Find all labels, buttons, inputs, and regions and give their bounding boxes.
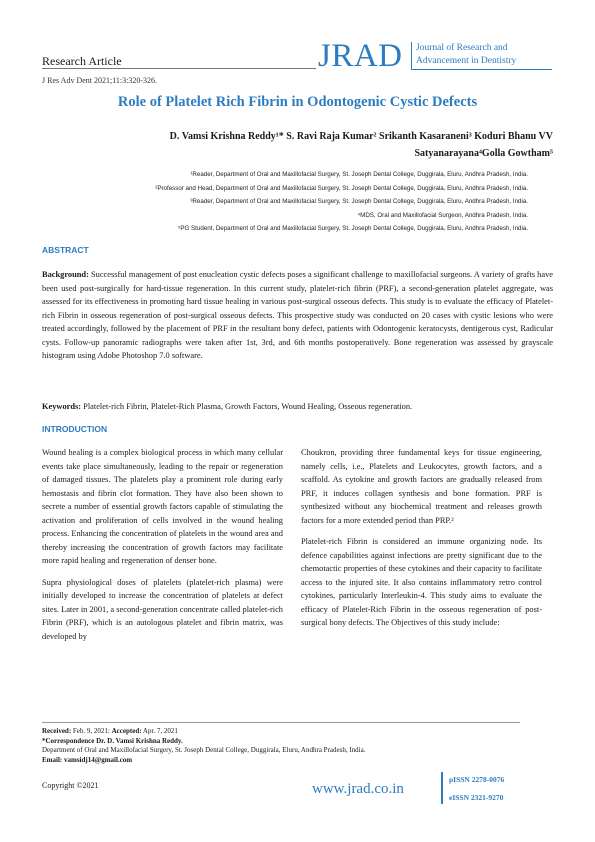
affiliation-item: ⁴MDS, Oral and Maxillofacial Surgeon, Andhra Pradesh, India. xyxy=(357,211,528,219)
introduction-right-column xyxy=(301,446,542,638)
paragraph: Choukron, providing three fundamental keys for tissue engineering, namely cells, i.e., Platelets and Leukocytes, growth factors, and a scaffold. As cytokine and growth factors are gradually released from PRF, it induces collagen synthesis and bone formation. PRF is synthesized without any biochemical treatment and releases growth factors for a more extended period than PRP.² xyxy=(301,448,542,525)
accepted-date: Apr. 7, 2021 xyxy=(142,727,178,735)
journal-name-line-1: Journal of Research and xyxy=(416,43,508,53)
keywords-text: Platelet-rich Fibrin, Platelet-Rich Plasma, Growth Factors, Wound Healing, Osseous regeneration. xyxy=(83,402,413,411)
eissn: eISSN 2321-9270 xyxy=(449,793,504,802)
website-link[interactable]: www.jrad.co.in xyxy=(312,781,404,797)
copyright: Copyright ©2021 xyxy=(42,781,99,790)
affiliation-item: ³Reader, Department of Oral and Maxillofacial Surgery, St. Joseph Dental College, Duggirala, Eluru, Andhra Pradesh, India. xyxy=(190,198,528,205)
citation: J Res Adv Dent 2021;11:3:320-326. xyxy=(42,76,158,85)
journal-name-underline xyxy=(412,69,552,70)
received-date: Feb. 9, 2021: xyxy=(72,727,110,735)
logo-divider xyxy=(411,42,412,70)
paragraph: Wound healing is a complex biological process in which many cellular events take place simultaneously, leading to the repair or regeneration of damaged tissues. The platelets play a prominent role during early hemostasis and fibrin clot formation. They have also been shown to secrete a number of essential growth factors capable of stimulating the activation and proliferation of cells involved in the wound healing process. Enhancing the concentration of platelets in the wound area and thereby increasing the concentration of growth factors may facilitate more rapid healing and regeneration of denser bone. xyxy=(42,448,283,565)
email-label: Email: xyxy=(42,755,63,764)
affiliation-item: ²Professor and Head, Department of Oral and Maxillofacial Surgery, St. Joseph Dental College, Duggirala, Eluru, Andhra Pradesh, India. xyxy=(155,184,528,192)
paragraph: Platelet-rich Fibrin is considered an immune organizing node. Its defence capabilities against infections are pretty significant due to the chemotactic properties of these cytokines and their capacity to facilitate access to the injured site. It also contains inflammatory retro control cytokines, particularly Interleukin-4. This study aims to evaluate the efficacy of Platelet-Rich Fibrin in the osseous regeneration of post-surgical bony defects. The Objectives of this study include: xyxy=(301,537,542,627)
introduction-left-column xyxy=(42,446,283,651)
email-line xyxy=(42,756,365,766)
affiliation-item: ¹Reader, Department of Oral and Maxillofacial Surgery, St. Joseph Dental College, Duggirala, Eluru, Andhra Pradesh, India. xyxy=(190,171,528,178)
journal-name-line-2: Advancement in Dentistry xyxy=(416,56,517,66)
keywords-label: Keywords: xyxy=(42,402,82,411)
footnotes xyxy=(42,727,365,765)
article-title: Role of Platelet Rich Fibrin in Odontogenic Cystic Defects xyxy=(117,94,478,110)
dates-line xyxy=(42,727,365,737)
affiliation-item: ⁵PG Student, Department of Oral and Maxillofacial Surgery, St. Joseph Dental College, Duggirala, Eluru, Andhra Pradesh, India. xyxy=(177,225,528,232)
header-divider xyxy=(42,68,316,69)
article-type-label: Research Article xyxy=(42,54,122,68)
abstract-heading: ABSTRACT xyxy=(42,245,89,255)
paragraph: Supra physiological doses of platelets (platelet-rich plasma) were initially developed to increase the concentration of platelets at defect sites. Later in 2001, a second-generation concentrate called platelet-rich Fibrin (PRF), which is an autologous platelet and fibrin matrix, was developed by xyxy=(42,577,283,641)
footer-divider xyxy=(42,722,520,723)
received-label: Received: xyxy=(42,727,72,735)
introduction-heading: INTRODUCTION xyxy=(42,424,108,434)
journal-name xyxy=(416,42,516,68)
background-label: Background: xyxy=(42,270,89,279)
journal-logo: JRAD xyxy=(318,38,403,74)
correspondence-line xyxy=(42,737,365,747)
keywords xyxy=(42,401,553,413)
author-line-2: Satyanarayana⁴Golla Gowtham⁵ xyxy=(414,148,553,159)
issn-divider xyxy=(441,772,443,804)
author-line-1: D. Vamsi Krishna Reddy¹* S. Ravi Raja Kumar² Srikanth Kasaraneni³ Koduri Bhanu VV xyxy=(169,131,553,142)
email-address[interactable]: vamsidj14@gmail.com xyxy=(63,755,133,764)
abstract-body xyxy=(42,268,553,363)
abstract-text: Successful management of post enucleation cystic defects poses a significant challenge to maxillofacial surgeons. A variety of grafts have been used post-surgically for hard-tissue regeneration. In this current study, platelet-rich fibrin (PRF), a second-generation platelet aggregate, was assessed for its effectiveness in promoting hard tissue healing in various post-surgical osseous defects. This study is to evaluate the efficacy of Platelet-rich Fibrin in osseous regeneration of post-surgical osseous defects. This prospective study was conducted on 20 cases with cystic lesions who were treated accordingly, followed by the placement of PRF in the resultant bony defect, patients with Odontogenic keratocysts, dentigerous cyst, Radicular cysts. Follow-up panoramic radiographs were taken after 1st, 3rd, and 6th months postoperatively. Bone regeneration was assessed by grayscale histogram using Adobe Photoshop 7.0 software. xyxy=(42,270,553,360)
affiliation-list xyxy=(42,168,528,236)
accepted-label: Accepted: xyxy=(111,727,142,735)
correspondence-label: *Correspondence Dr. D. Vamsi Krishna Reddy. xyxy=(42,736,183,745)
pissn: pISSN 2278-0076 xyxy=(449,775,505,784)
author-list xyxy=(42,128,553,162)
correspondence-address: Department of Oral and Maxillofacial Surgery, St. Joseph Dental College, Duggirala, Eluru, Andhra Pradesh, India. xyxy=(42,746,366,754)
